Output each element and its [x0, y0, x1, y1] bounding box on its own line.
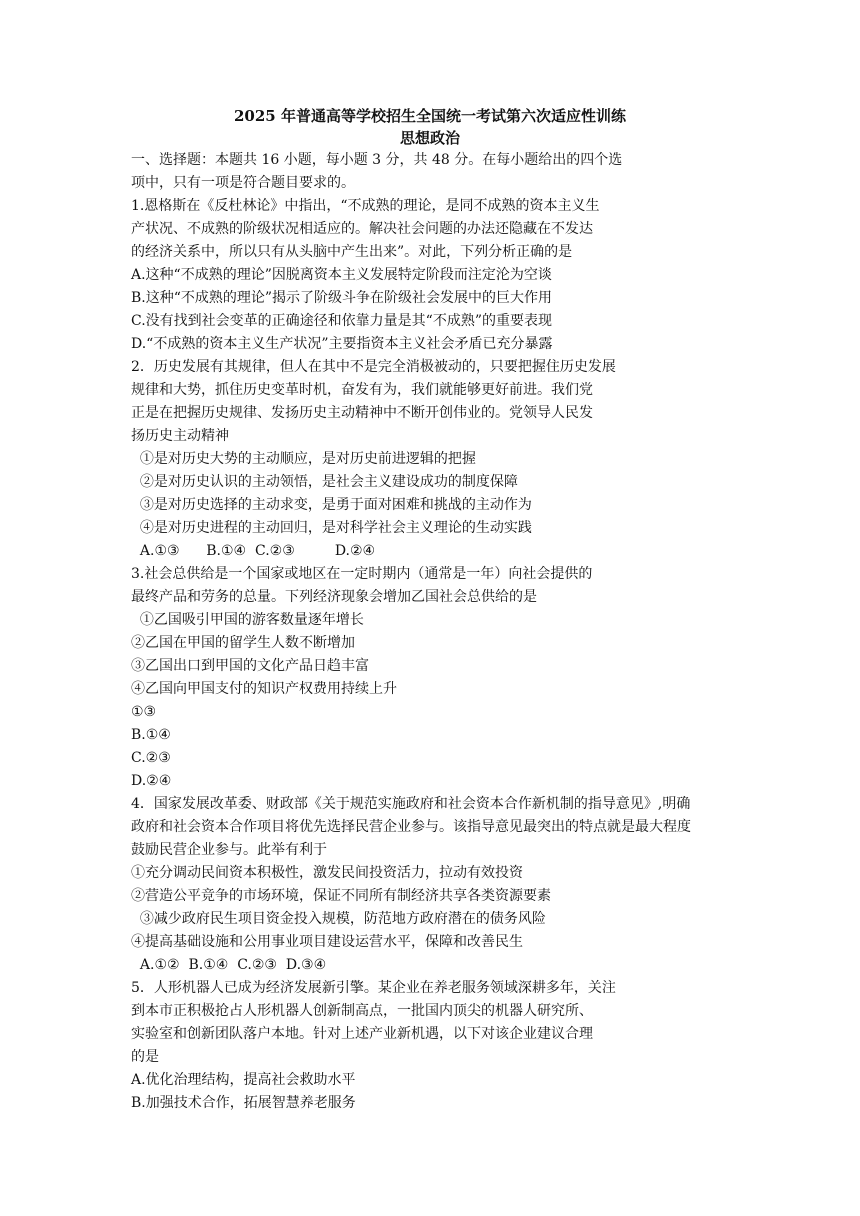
question-4-stem: 4．国家发展改革委、财政部《关于规范实施政府和社会资本合作新机制的指导意见》,明确 — [131, 796, 691, 812]
question-2-stem: 2．历史发展有其规律，但人在其中不是完全消极被动的，只要把握住历史发展 — [131, 359, 616, 375]
question-4-statement: ④提高基础设施和公用事业项目建设运营水平，保障和改善民生 — [131, 934, 523, 950]
question-2-stem: 扬历史主动精神 — [131, 428, 229, 444]
question-1-stem: 1.恩格斯在《反杜林论》中指出，“不成熟的理论，是同不成熟的资本主义生 — [131, 198, 600, 214]
question-5-stem: 的是 — [131, 1049, 159, 1065]
question-2-stem: 正是在把握历史规律、发扬历史主动精神中不断开创伟业的。党领导人民发 — [131, 405, 593, 421]
section-instructions: 一、选择题：本题共 16 小题，每小题 3 分，共 48 分。在每小题给出的四个选 — [131, 152, 623, 168]
question-3-statement: ③乙国出口到甲国的文化产品日趋丰富 — [131, 658, 369, 674]
question-5-option-a: A.优化治理结构，提高社会救助水平 — [131, 1072, 356, 1088]
question-1-stem: 产状况、不成熟的阶级状况相适应的。解决社会问题的办法还隐藏在不发达 — [131, 221, 593, 237]
question-2-options: A.①③ B.①④ C.②③ D.②④ — [131, 543, 376, 559]
question-4-stem: 政府和社会资本合作项目将优先选择民营企业参与。该指导意见最突出的特点就是最大程度 — [131, 819, 691, 835]
question-1-option-b: B.这种“不成熟的理论”揭示了阶级斗争在阶级社会发展中的巨大作用 — [131, 290, 553, 306]
section-instructions: 项中，只有一项是符合题目要求的。 — [131, 175, 355, 191]
question-3-statement: ②乙国在甲国的留学生人数不断增加 — [131, 635, 355, 651]
question-5-option-b: B.加强技术合作，拓展智慧养老服务 — [131, 1095, 356, 1111]
question-4-stem: 鼓励民营企业参与。此举有利于 — [131, 842, 327, 858]
question-1-option-a: A.这种“不成熟的理论”因脱离资本主义发展特定阶段而注定沦为空谈 — [131, 267, 552, 283]
question-5-stem: 5．人形机器人已成为经济发展新引擎。某企业在养老服务领域深耕多年，关注 — [131, 980, 616, 996]
question-3-statement: ④乙国向甲国支付的知识产权费用持续上升 — [131, 681, 397, 697]
question-5-stem: 到本市正积极抢占人形机器人创新制高点，一批国内顶尖的机器人研究所、 — [131, 1003, 593, 1019]
question-3-option: D.②④ — [131, 773, 172, 789]
question-2-statement: ③是对历史选择的主动求变，是勇于面对困难和挑战的主动作为 — [131, 497, 532, 513]
question-4-statement: ③减少政府民生项目资金投入规模，防范地方政府潜在的债务风险 — [131, 911, 546, 927]
question-1-option-c: C.没有找到社会变革的正确途径和依靠力量是其“不成熟”的重要表现 — [131, 313, 552, 329]
exam-title: 2025 年普通高等学校招生全国统一考试第六次适应性训练 — [234, 107, 626, 125]
question-3-stem: 最终产品和劳务的总量。下列经济现象会增加乙国社会总供给的是 — [131, 589, 537, 605]
subject-title: 思想政治 — [399, 129, 460, 147]
question-4-statement: ①充分调动民间资本积极性，激发民间投资活力，拉动有效投资 — [131, 865, 523, 881]
question-4-options: A.①② B.①④ C.②③ D.③④ — [131, 957, 327, 973]
question-1-stem: 的经济关系中，所以只有从头脑中产生出来”。对此，下列分析正确的是 — [131, 244, 573, 260]
question-3-stem: 3.社会总供给是一个国家或地区在一定时期内（通常是一年）向社会提供的 — [131, 566, 593, 582]
question-2-statement: ②是对历史认识的主动领悟，是社会主义建设成功的制度保障 — [131, 474, 518, 490]
question-2-statement: ①是对历史大势的主动顺应，是对历史前进逻辑的把握 — [131, 451, 476, 467]
question-3-option: ①③ — [131, 704, 157, 720]
question-5-stem: 实验室和创新团队落户本地。针对上述产业新机遇，以下对该企业建议合理 — [131, 1026, 593, 1042]
question-2-statement: ④是对历史进程的主动回归，是对科学社会主义理论的生动实践 — [131, 520, 532, 536]
question-3-option: B.①④ — [131, 727, 171, 743]
question-content — [131, 149, 741, 1115]
question-2-stem: 规律和大势，抓住历史变革时机，奋发有为，我们就能够更好前进。我们党 — [131, 382, 593, 398]
question-1-option-d: D.“不成熟的资本主义生产状况”主要指资本主义社会矛盾已充分暴露 — [131, 336, 553, 352]
question-4-statement: ②营造公平竞争的市场环境，保证不同所有制经济共享各类资源要素 — [131, 888, 551, 904]
question-3-option: C.②③ — [131, 750, 171, 766]
question-3-statement: ①乙国吸引甲国的游客数量逐年增长 — [131, 612, 364, 628]
